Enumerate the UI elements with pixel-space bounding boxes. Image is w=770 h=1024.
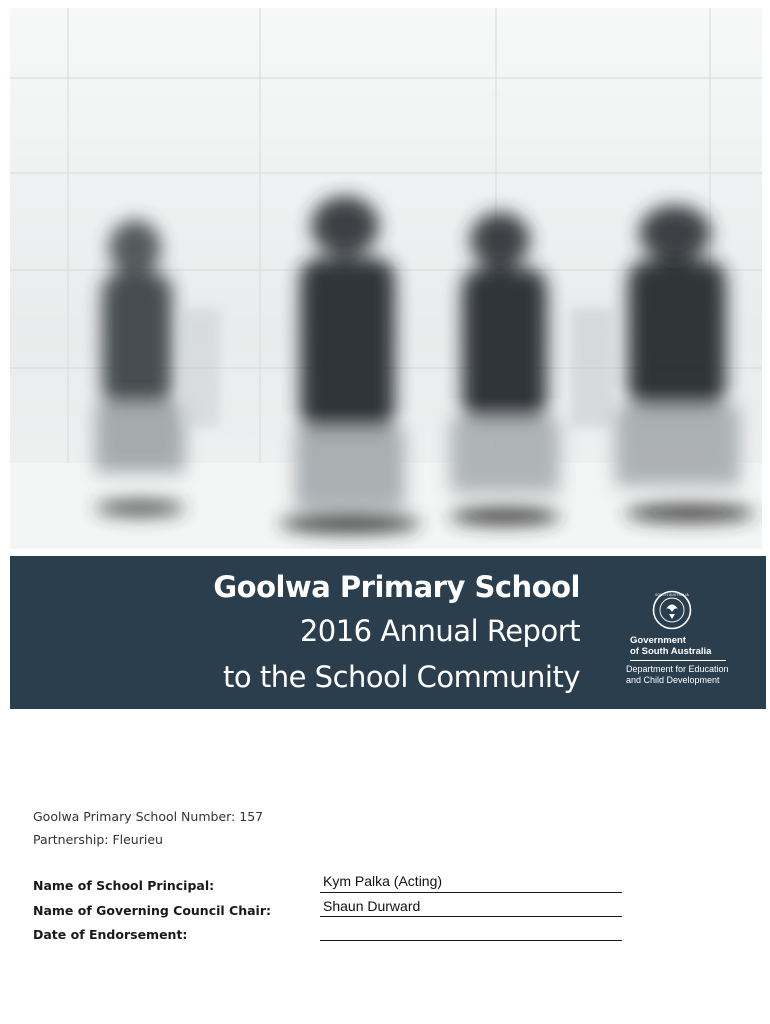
council-chair-label: Name of Governing Council Chair: [33, 903, 271, 918]
government-logo [622, 590, 742, 688]
school-number: Goolwa Primary School Number: 157 [33, 809, 264, 824]
council-chair-value[interactable]: Shaun Durward [323, 898, 421, 914]
report-title-line-2: to the School Community [223, 660, 580, 694]
principal-signature-line [320, 892, 622, 893]
title-band [10, 556, 766, 709]
south-australia-crest-icon [652, 590, 692, 630]
endorsement-date-label: Date of Endorsement: [33, 927, 188, 942]
partnership: Partnership: Fleurieu [33, 832, 163, 847]
school-name-title: Goolwa Primary School [213, 570, 580, 604]
principal-value[interactable]: Kym Palka (Acting) [323, 873, 443, 889]
cover-photo [10, 8, 762, 549]
government-name [630, 635, 730, 657]
logo-divider [630, 660, 726, 661]
students-walking-photo-icon [10, 8, 762, 549]
government-line-2: of South Australia [630, 646, 712, 657]
government-line-1: Government [630, 635, 686, 646]
endorsement-date-line [320, 940, 622, 941]
department-line-2: and Child Development [626, 674, 720, 685]
principal-label: Name of School Principal: [33, 878, 215, 893]
crest-text: SOUTH AUSTRALIA [655, 593, 689, 598]
report-title-line-1: 2016 Annual Report [299, 614, 580, 648]
title-block [213, 566, 580, 700]
department-name [626, 664, 742, 685]
school-info [33, 805, 263, 851]
council-chair-signature-line [320, 916, 622, 917]
department-line-1: Department for Education [626, 664, 729, 674]
